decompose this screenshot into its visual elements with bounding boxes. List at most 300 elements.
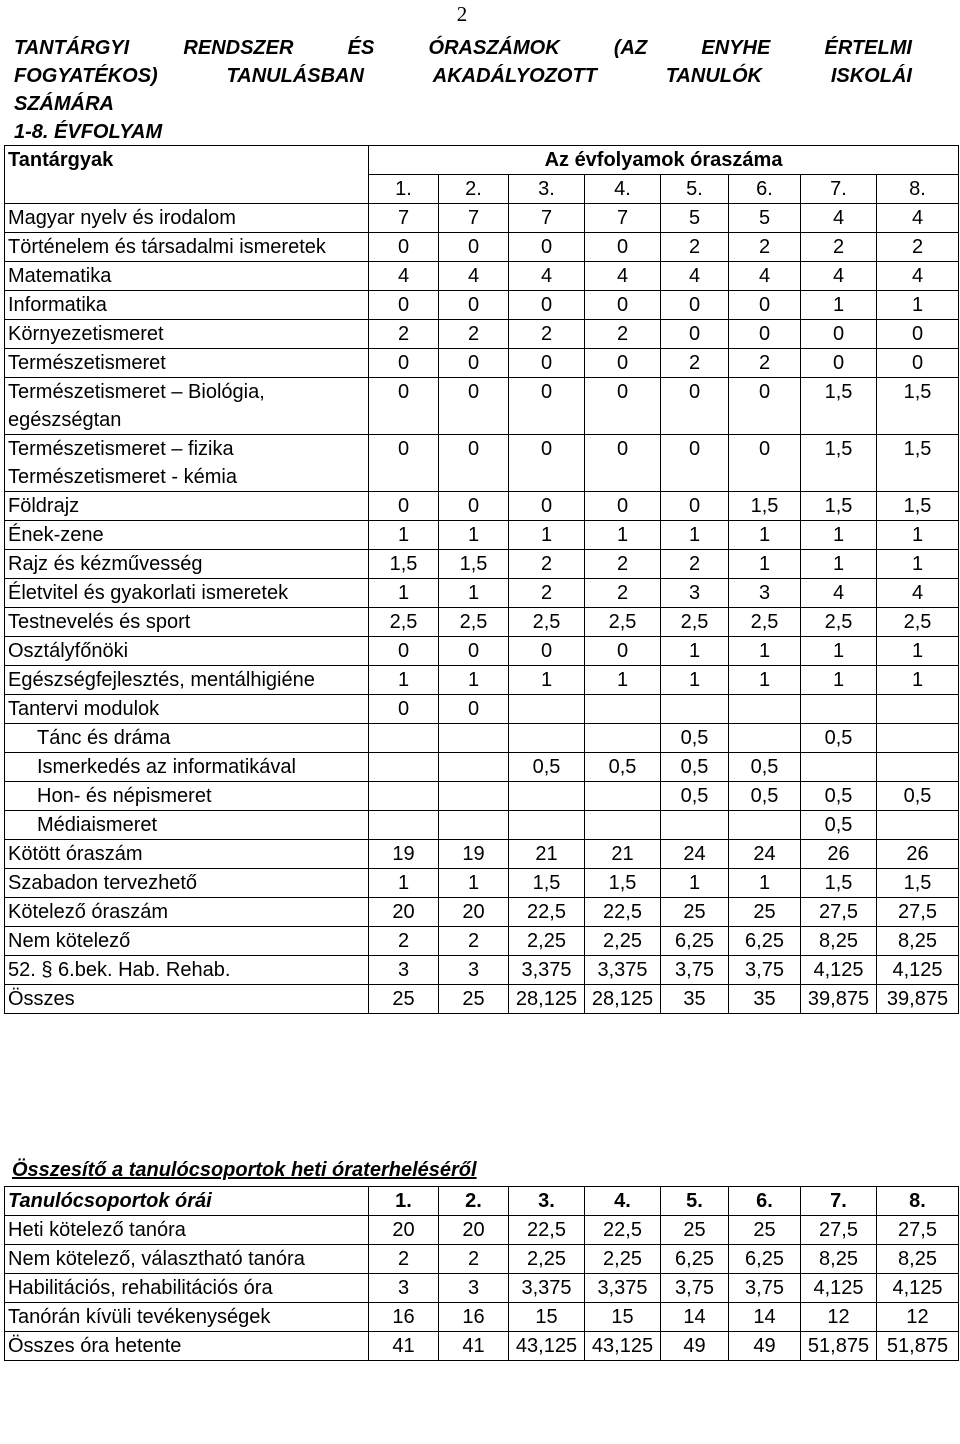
table-cell: 24 — [661, 840, 729, 869]
table-cell: 0 — [877, 349, 959, 378]
table-cell: 0,5 — [661, 782, 729, 811]
grade-header: 2. — [439, 175, 509, 204]
table-cell: 2,5 — [801, 608, 877, 637]
table-cell — [729, 695, 801, 724]
table-cell: 21 — [585, 840, 661, 869]
subject-row — [5, 695, 959, 724]
table-cell: 1,5 — [801, 378, 877, 435]
table-cell — [729, 811, 801, 840]
table-cell: 2 — [369, 320, 439, 349]
table-cell: 7 — [509, 204, 585, 233]
row-label: Egészségfejlesztés, mentálhigiéne — [5, 666, 369, 695]
table-cell: 3 — [439, 1274, 509, 1303]
table-cell: 1 — [369, 579, 439, 608]
row-label: Rajz és kézművesség — [5, 550, 369, 579]
table-cell: 4 — [801, 262, 877, 291]
table-cell: 0 — [369, 637, 439, 666]
table-cell: 41 — [369, 1332, 439, 1361]
table-cell: 0 — [509, 291, 585, 320]
table-cell: 1 — [585, 666, 661, 695]
subject-row — [5, 608, 959, 637]
table-cell — [801, 695, 877, 724]
grade-header: 6. — [729, 175, 801, 204]
row-label: Kötött óraszám — [5, 840, 369, 869]
row-label: Nem kötelező, választható tanóra — [5, 1245, 369, 1274]
table-cell: 15 — [509, 1303, 585, 1332]
table-cell: 16 — [369, 1303, 439, 1332]
title-line-2 — [14, 62, 912, 90]
row-label: Ének-zene — [5, 521, 369, 550]
table-cell: 3 — [439, 956, 509, 985]
row-label: Magyar nyelv és irodalom — [5, 204, 369, 233]
table-cell: 14 — [729, 1303, 801, 1332]
table-cell: 22,5 — [585, 898, 661, 927]
table-cell: 2,5 — [585, 608, 661, 637]
table-cell: 0 — [369, 435, 439, 492]
row-label: Habilitációs, rehabilitációs óra — [5, 1274, 369, 1303]
row-label: Informatika — [5, 291, 369, 320]
table-cell: 4 — [877, 579, 959, 608]
table-cell — [877, 695, 959, 724]
table-cell: 2 — [439, 927, 509, 956]
row-label: Szabadon tervezhető — [5, 869, 369, 898]
grade-header: 7. — [801, 175, 877, 204]
table-cell: 0 — [509, 233, 585, 262]
table-cell: 3,375 — [585, 956, 661, 985]
table-cell: 1 — [509, 521, 585, 550]
subject-row — [5, 262, 959, 291]
table-cell: 2,5 — [439, 608, 509, 637]
summary-table — [4, 1186, 959, 1361]
row-label: Környezetismeret — [5, 320, 369, 349]
table-cell: 3,75 — [661, 956, 729, 985]
table-cell: 2,25 — [585, 927, 661, 956]
table-cell: 4 — [801, 204, 877, 233]
table-cell: 6,25 — [729, 927, 801, 956]
table-cell: 3,375 — [509, 956, 585, 985]
table-cell: 2 — [801, 233, 877, 262]
module-row — [5, 724, 959, 753]
total-row — [5, 985, 959, 1014]
table-cell: 0 — [369, 233, 439, 262]
table-cell: 0 — [369, 695, 439, 724]
table-cell: 25 — [661, 898, 729, 927]
table-cell: 3,375 — [585, 1274, 661, 1303]
table-cell: 1,5 — [509, 869, 585, 898]
table-cell: 1 — [439, 579, 509, 608]
title-word: TANTÁRGYI — [14, 37, 130, 59]
title-word: (AZ — [613, 37, 648, 59]
title-line-1 — [14, 34, 912, 62]
row-label: Természetismeret – fizika Természetismeret - kémia — [5, 435, 369, 492]
table-cell: 1,5 — [877, 869, 959, 898]
table-cell: 0,5 — [661, 753, 729, 782]
summary-grade-header: 8. — [877, 1187, 959, 1216]
table-cell: 0 — [585, 378, 661, 435]
row-label: Természetismeret — [5, 349, 369, 378]
table-cell: 0 — [729, 320, 801, 349]
table-cell: 1 — [509, 666, 585, 695]
table-cell: 4,125 — [877, 1274, 959, 1303]
table-cell: 1,5 — [729, 492, 801, 521]
table-cell: 7 — [369, 204, 439, 233]
table-cell: 3 — [729, 579, 801, 608]
table-cell: 41 — [439, 1332, 509, 1361]
table-cell: 35 — [729, 985, 801, 1014]
table-cell: 1 — [801, 291, 877, 320]
table-cell — [439, 782, 509, 811]
row-label: Testnevelés és sport — [5, 608, 369, 637]
table-cell: 4,125 — [801, 1274, 877, 1303]
table-cell: 25 — [439, 985, 509, 1014]
summary-grade-header: 7. — [801, 1187, 877, 1216]
table-cell: 0 — [439, 637, 509, 666]
subjects-hours-table — [4, 145, 959, 1014]
table-cell: 0 — [661, 291, 729, 320]
table-cell: 2,5 — [729, 608, 801, 637]
table-cell: 26 — [801, 840, 877, 869]
table-cell: 1,5 — [801, 435, 877, 492]
title-word: AKADÁLYOZOTT — [432, 65, 597, 87]
table-cell: 2 — [369, 927, 439, 956]
subject-row — [5, 492, 959, 521]
table-cell: 2 — [509, 550, 585, 579]
table-cell: 0 — [585, 233, 661, 262]
table-cell — [369, 724, 439, 753]
summary-header-row — [5, 1187, 959, 1216]
table-cell: 0 — [729, 291, 801, 320]
table-cell: 3 — [369, 1274, 439, 1303]
table-cell: 2 — [439, 320, 509, 349]
table-cell — [877, 724, 959, 753]
table-cell: 1 — [369, 869, 439, 898]
table-cell: 51,875 — [877, 1332, 959, 1361]
row-label: Történelem és társadalmi ismeretek — [5, 233, 369, 262]
table-cell: 7 — [585, 204, 661, 233]
table-cell: 0,5 — [585, 753, 661, 782]
table-cell: 0 — [801, 349, 877, 378]
table-cell: 5 — [661, 204, 729, 233]
row-label: Médiaismeret — [5, 811, 369, 840]
document-title — [14, 34, 912, 146]
table-cell: 1 — [877, 637, 959, 666]
table-cell: 8,25 — [877, 1245, 959, 1274]
table-cell — [509, 695, 585, 724]
subject-row — [5, 233, 959, 262]
table-cell: 0 — [439, 695, 509, 724]
table-cell: 43,125 — [509, 1332, 585, 1361]
table-cell: 2,5 — [369, 608, 439, 637]
row-label: Kötelező óraszám — [5, 898, 369, 927]
table-cell: 51,875 — [801, 1332, 877, 1361]
row-label: Matematika — [5, 262, 369, 291]
table-cell: 4 — [877, 262, 959, 291]
summary-row — [5, 1216, 959, 1245]
row-label: Összes óra hetente — [5, 1332, 369, 1361]
table-cell: 12 — [801, 1303, 877, 1332]
table-cell: 5 — [729, 204, 801, 233]
table-cell: 1 — [439, 521, 509, 550]
table-cell: 0,5 — [661, 724, 729, 753]
table-cell: 12 — [877, 1303, 959, 1332]
table-cell: 1 — [729, 869, 801, 898]
row-label: Összes — [5, 985, 369, 1014]
table-cell — [661, 811, 729, 840]
table-cell: 2 — [661, 349, 729, 378]
row-label: Tánc és dráma — [5, 724, 369, 753]
table-cell: 43,125 — [585, 1332, 661, 1361]
table-cell: 0,5 — [509, 753, 585, 782]
table-cell: 0 — [729, 435, 801, 492]
table-cell: 2 — [369, 1245, 439, 1274]
table-cell: 20 — [439, 1216, 509, 1245]
table-cell: 2 — [729, 349, 801, 378]
table-cell — [729, 724, 801, 753]
table-cell: 16 — [439, 1303, 509, 1332]
row-label: Tanórán kívüli tevékenységek — [5, 1303, 369, 1332]
row-label: Hon- és népismeret — [5, 782, 369, 811]
row-label: 52. § 6.bek. Hab. Rehab. — [5, 956, 369, 985]
table-cell: 1 — [801, 550, 877, 579]
table-cell: 1,5 — [585, 869, 661, 898]
table-cell: 8,25 — [877, 927, 959, 956]
table-cell: 0,5 — [801, 782, 877, 811]
table-cell — [439, 811, 509, 840]
table-cell: 4,125 — [801, 956, 877, 985]
table-cell: 6,25 — [661, 927, 729, 956]
table-cell: 4 — [509, 262, 585, 291]
table-cell: 0 — [509, 492, 585, 521]
table-cell: 4 — [585, 262, 661, 291]
table-cell: 1,5 — [801, 492, 877, 521]
table-cell: 0 — [585, 349, 661, 378]
table-cell: 0 — [585, 291, 661, 320]
table-cell — [509, 724, 585, 753]
table-cell: 4 — [439, 262, 509, 291]
table-cell: 0 — [509, 435, 585, 492]
summary-grade-header: 2. — [439, 1187, 509, 1216]
table-cell — [509, 811, 585, 840]
subject-row — [5, 435, 959, 492]
table-cell: 1,5 — [877, 435, 959, 492]
table-cell: 2,25 — [585, 1245, 661, 1274]
title-word: TANULÓK — [665, 65, 762, 87]
table-cell: 1 — [877, 291, 959, 320]
subject-row — [5, 666, 959, 695]
table-cell: 0 — [729, 378, 801, 435]
table-cell: 4 — [801, 579, 877, 608]
grade-header: 4. — [585, 175, 661, 204]
table-cell: 1 — [661, 666, 729, 695]
table-cell: 1 — [729, 521, 801, 550]
table-cell: 20 — [369, 898, 439, 927]
table-cell: 0 — [585, 637, 661, 666]
table-cell: 0 — [661, 435, 729, 492]
title-line-4: 1-8. ÉVFOLYAM — [14, 121, 163, 143]
table-cell: 1,5 — [801, 869, 877, 898]
table-cell: 0 — [439, 492, 509, 521]
table-cell: 25 — [661, 1216, 729, 1245]
subject-row — [5, 521, 959, 550]
table-cell — [877, 753, 959, 782]
table-cell — [439, 753, 509, 782]
table-cell: 27,5 — [801, 1216, 877, 1245]
title-word: ÓRASZÁMOK — [428, 37, 560, 59]
title-word: ÉS — [347, 37, 375, 59]
table-cell: 3,75 — [661, 1274, 729, 1303]
table-cell: 3,375 — [509, 1274, 585, 1303]
title-word: ISKOLÁI — [830, 65, 912, 87]
table-cell: 22,5 — [509, 1216, 585, 1245]
table-cell — [585, 695, 661, 724]
table-cell: 25 — [369, 985, 439, 1014]
table-cell: 27,5 — [801, 898, 877, 927]
summary-grade-header: 5. — [661, 1187, 729, 1216]
total-row — [5, 898, 959, 927]
summary-grade-header: 3. — [509, 1187, 585, 1216]
table-cell: 0 — [439, 349, 509, 378]
table-cell: 0 — [801, 320, 877, 349]
table-cell: 1 — [729, 550, 801, 579]
table-cell: 2,5 — [877, 608, 959, 637]
table-cell: 1 — [729, 637, 801, 666]
table-cell — [439, 724, 509, 753]
table-cell: 2 — [509, 320, 585, 349]
title-word: ENYHE — [701, 37, 771, 59]
table-cell: 0 — [661, 320, 729, 349]
summary-grade-header: 6. — [729, 1187, 801, 1216]
grade-hours-header: Az évfolyamok óraszáma — [369, 146, 959, 175]
table-cell: 0,5 — [801, 724, 877, 753]
table-cell: 1 — [877, 666, 959, 695]
table-cell: 7 — [439, 204, 509, 233]
table-cell: 6,25 — [661, 1245, 729, 1274]
row-label: Ismerkedés az informatikával — [5, 753, 369, 782]
table-cell: 25 — [729, 1216, 801, 1245]
subject-row — [5, 579, 959, 608]
table-cell: 0 — [585, 435, 661, 492]
table-cell: 15 — [585, 1303, 661, 1332]
table-cell: 2,25 — [509, 1245, 585, 1274]
row-label: Osztályfőnöki — [5, 637, 369, 666]
table-cell: 19 — [369, 840, 439, 869]
table-cell — [509, 782, 585, 811]
title-word: ÉRTELMI — [824, 37, 912, 59]
table-cell: 1 — [661, 869, 729, 898]
table-cell: 14 — [661, 1303, 729, 1332]
table-cell: 1 — [661, 637, 729, 666]
table-cell: 0 — [439, 291, 509, 320]
table-cell: 35 — [661, 985, 729, 1014]
title-word: RENDSZER — [183, 37, 294, 59]
title-word: FOGYATÉKOS) — [14, 65, 158, 87]
table-cell: 3,75 — [729, 1274, 801, 1303]
subject-column-header: Tantárgyak — [5, 146, 369, 204]
grade-header: 1. — [369, 175, 439, 204]
total-row — [5, 956, 959, 985]
summary-title: Összesítő a tanulócsoportok heti óraterheléséről — [12, 1159, 477, 1181]
table-cell: 2 — [661, 233, 729, 262]
table-cell: 28,125 — [585, 985, 661, 1014]
page-number: 2 — [456, 2, 468, 26]
summary-grade-header: 4. — [585, 1187, 661, 1216]
table-cell: 1,5 — [877, 492, 959, 521]
subject-row — [5, 349, 959, 378]
table-cell: 27,5 — [877, 898, 959, 927]
table-cell — [877, 811, 959, 840]
table-cell — [801, 753, 877, 782]
row-label: Földrajz — [5, 492, 369, 521]
table-cell: 0 — [439, 378, 509, 435]
table-cell — [369, 811, 439, 840]
title-line-3: SZÁMÁRA — [14, 93, 114, 115]
table-cell: 39,875 — [801, 985, 877, 1014]
table-cell: 8,25 — [801, 927, 877, 956]
table-cell: 2 — [585, 579, 661, 608]
table-cell: 4 — [877, 204, 959, 233]
summary-row — [5, 1332, 959, 1361]
subject-row — [5, 550, 959, 579]
table-cell: 28,125 — [509, 985, 585, 1014]
table-cell — [661, 695, 729, 724]
table-cell: 25 — [729, 898, 801, 927]
table-cell: 39,875 — [877, 985, 959, 1014]
summary-header-label: Tanulócsoportok órái — [5, 1187, 369, 1216]
table-cell: 2 — [509, 579, 585, 608]
table-cell: 49 — [661, 1332, 729, 1361]
total-row — [5, 869, 959, 898]
row-label: Nem kötelező — [5, 927, 369, 956]
table-cell: 1 — [369, 521, 439, 550]
subject-row — [5, 204, 959, 233]
module-row — [5, 811, 959, 840]
table-cell: 1 — [585, 521, 661, 550]
subject-row — [5, 378, 959, 435]
table-cell: 0 — [877, 320, 959, 349]
table-cell: 0 — [509, 349, 585, 378]
table-cell: 0,5 — [801, 811, 877, 840]
table-cell: 22,5 — [585, 1216, 661, 1245]
row-label: Heti kötelező tanóra — [5, 1216, 369, 1245]
table-cell: 0,5 — [877, 782, 959, 811]
table-cell: 0 — [439, 233, 509, 262]
table-cell — [585, 811, 661, 840]
table-cell — [585, 782, 661, 811]
table-cell: 1,5 — [369, 550, 439, 579]
subject-row — [5, 637, 959, 666]
table-cell — [585, 724, 661, 753]
table-cell: 21 — [509, 840, 585, 869]
table-cell: 1,5 — [877, 378, 959, 435]
table-cell: 2 — [729, 233, 801, 262]
table-cell: 0 — [369, 291, 439, 320]
module-row — [5, 782, 959, 811]
table-cell: 24 — [729, 840, 801, 869]
table-cell: 49 — [729, 1332, 801, 1361]
title-word: TANULÁSBAN — [226, 65, 364, 87]
table-cell: 22,5 — [509, 898, 585, 927]
row-label: Természetismeret – Biológia, egészségtan — [5, 378, 369, 435]
table-cell: 0,5 — [729, 753, 801, 782]
summary-row — [5, 1274, 959, 1303]
table-cell: 0 — [661, 378, 729, 435]
table-cell: 1 — [801, 521, 877, 550]
row-label: Életvitel és gyakorlati ismeretek — [5, 579, 369, 608]
table-cell: 0 — [509, 378, 585, 435]
table-cell: 1 — [877, 550, 959, 579]
table-cell: 3 — [661, 579, 729, 608]
table-cell: 0 — [369, 349, 439, 378]
